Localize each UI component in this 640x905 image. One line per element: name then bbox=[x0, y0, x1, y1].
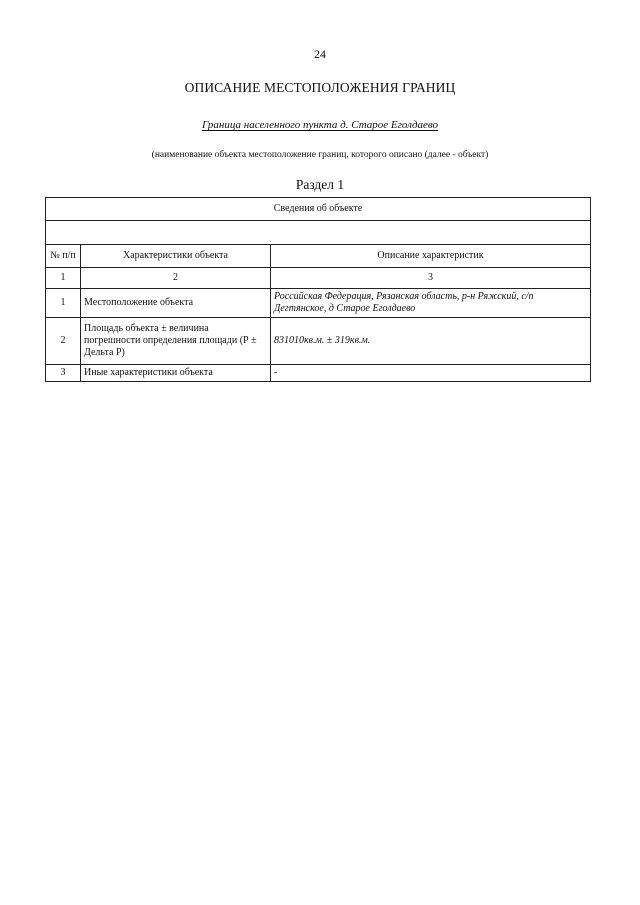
column-header-description: Описание характеристик bbox=[271, 245, 591, 268]
page-number: 24 bbox=[314, 47, 326, 61]
row-description: - bbox=[271, 365, 591, 382]
row-number: 2 bbox=[46, 318, 81, 365]
column-header-characteristic: Характеристики объекта bbox=[81, 245, 271, 268]
table-header-row bbox=[46, 198, 591, 221]
section-title: Раздел 1 bbox=[295, 177, 345, 192]
column-header-row bbox=[46, 245, 591, 268]
column-number-row bbox=[46, 268, 591, 289]
column-header-number: № п/п bbox=[46, 245, 81, 268]
row-characteristic: Иные характеристики объекта bbox=[81, 365, 271, 382]
column-number-2: 2 bbox=[81, 268, 271, 289]
object-name-text: Граница населенного пункта д. Старое Еголдаево bbox=[201, 119, 439, 131]
row-characteristic: Местоположение объекта bbox=[81, 289, 271, 318]
row-characteristic: Площадь объекта ± величина погрешности определения площади (Р ± Дельта Р) bbox=[81, 318, 271, 365]
table-row bbox=[46, 365, 591, 382]
row-number: 3 bbox=[46, 365, 81, 382]
document-title: ОПИСАНИЕ МЕСТОПОЛОЖЕНИЯ ГРАНИЦ bbox=[184, 80, 456, 95]
column-number-1: 1 bbox=[46, 268, 81, 289]
table-blank-row bbox=[46, 221, 591, 245]
object-info-table bbox=[45, 197, 591, 382]
object-name bbox=[0, 119, 640, 131]
row-number: 1 bbox=[46, 289, 81, 318]
column-number-3: 3 bbox=[271, 268, 591, 289]
table-row bbox=[46, 318, 591, 365]
table-blank-cell bbox=[46, 221, 591, 245]
row-description: Российская Федерация, Рязанская область, р-н Ряжский, с/п Дегтянское, д Старое Еголдаево bbox=[271, 289, 591, 318]
table-row bbox=[46, 289, 591, 318]
row-description: 831010кв.м. ± 319кв.м. bbox=[271, 318, 591, 365]
object-name-caption: (наименование объекта местоположение границ, которого описано (далее - объект) bbox=[151, 150, 489, 160]
table-header: Сведения об объекте bbox=[46, 198, 591, 221]
